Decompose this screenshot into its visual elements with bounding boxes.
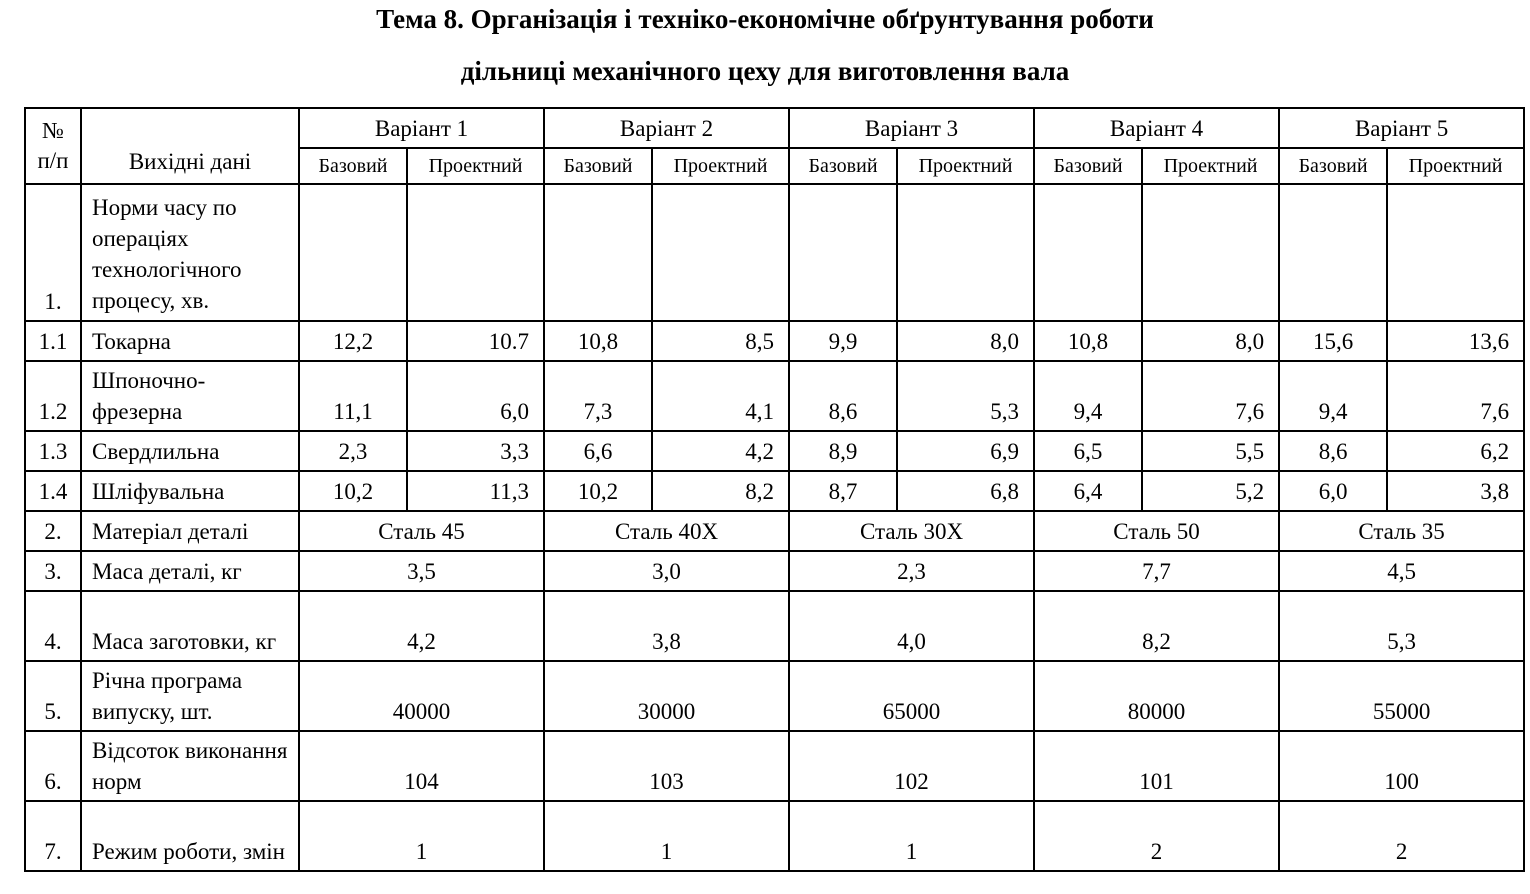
header-row-variants	[25, 108, 1524, 148]
base-value: 10,8	[544, 321, 652, 361]
variant-value: Сталь 30Х	[789, 511, 1034, 551]
norms-row	[25, 184, 1524, 321]
variant-header: Варіант 5	[1279, 108, 1524, 148]
row-number: 1.2	[25, 361, 81, 431]
variant-value: 7,7	[1034, 551, 1279, 591]
source-header: Вихідні дані	[81, 108, 299, 184]
variant-value: 100	[1279, 731, 1524, 801]
row-number: 7.	[25, 801, 81, 871]
base-header: Базовий	[1279, 148, 1387, 184]
row-number: 1.3	[25, 431, 81, 471]
operation-row	[25, 471, 1524, 511]
project-value: 6,9	[897, 431, 1034, 471]
base-value: 6,4	[1034, 471, 1142, 511]
base-value: 10,2	[544, 471, 652, 511]
variant-value: Сталь 35	[1279, 511, 1524, 551]
source-data-table	[24, 107, 1525, 872]
project-header: Проектний	[897, 148, 1034, 184]
num-header: № п/п	[25, 108, 81, 184]
project-value: 6,0	[407, 361, 544, 431]
variant-value: Сталь 50	[1034, 511, 1279, 551]
operation-row	[25, 431, 1524, 471]
row-number: 1.4	[25, 471, 81, 511]
base-value: 8,7	[789, 471, 897, 511]
data-row	[25, 801, 1524, 871]
base-value: 8,6	[1279, 431, 1387, 471]
base-header: Базовий	[789, 148, 897, 184]
project-value: 5,3	[897, 361, 1034, 431]
base-value: 6,6	[544, 431, 652, 471]
operation-row	[25, 321, 1524, 361]
base-value: 2,3	[299, 431, 407, 471]
data-row	[25, 731, 1524, 801]
variant-header: Варіант 2	[544, 108, 789, 148]
base-value: 8,9	[789, 431, 897, 471]
variant-value: 80000	[1034, 661, 1279, 731]
variant-value: Сталь 40Х	[544, 511, 789, 551]
row-number: 3.	[25, 551, 81, 591]
data-row	[25, 511, 1524, 551]
row-number: 6.	[25, 731, 81, 801]
base-header: Базовий	[544, 148, 652, 184]
row-label: Шліфувальна	[81, 471, 299, 511]
variant-value: 2	[1034, 801, 1279, 871]
variant-value: 4,2	[299, 591, 544, 661]
variant-value: 1	[789, 801, 1034, 871]
row-number: 2.	[25, 511, 81, 551]
base-value: 11,1	[299, 361, 407, 431]
project-header: Проектний	[1142, 148, 1279, 184]
variant-value: 30000	[544, 661, 789, 731]
base-value: 15,6	[1279, 321, 1387, 361]
variant-value: 103	[544, 731, 789, 801]
variant-value: 2	[1279, 801, 1524, 871]
project-value: 11,3	[407, 471, 544, 511]
variant-header: Варіант 4	[1034, 108, 1279, 148]
variant-value: Сталь 45	[299, 511, 544, 551]
data-row	[25, 661, 1524, 731]
project-value: 7,6	[1387, 361, 1524, 431]
data-row	[25, 551, 1524, 591]
project-value: 13,6	[1387, 321, 1524, 361]
variant-value: 55000	[1279, 661, 1524, 731]
project-value: 6,8	[897, 471, 1034, 511]
row-number: 1.	[25, 184, 81, 321]
variant-value: 104	[299, 731, 544, 801]
project-value: 5,2	[1142, 471, 1279, 511]
project-value: 5,5	[1142, 431, 1279, 471]
row-label: Матеріал деталі	[81, 511, 299, 551]
project-value: 7,6	[1142, 361, 1279, 431]
project-header: Проектний	[1387, 148, 1524, 184]
variant-value: 1	[544, 801, 789, 871]
row-label: Токарна	[81, 321, 299, 361]
base-value: 10,8	[1034, 321, 1142, 361]
variant-header: Варіант 3	[789, 108, 1034, 148]
base-header: Базовий	[299, 148, 407, 184]
project-value: 8,0	[1142, 321, 1279, 361]
variant-value: 1	[299, 801, 544, 871]
base-value: 6,5	[1034, 431, 1142, 471]
project-value: 10.7	[407, 321, 544, 361]
base-value: 9,4	[1034, 361, 1142, 431]
variant-header: Варіант 1	[299, 108, 544, 148]
variant-value: 40000	[299, 661, 544, 731]
operation-row	[25, 361, 1524, 431]
base-value: 8,6	[789, 361, 897, 431]
variant-value: 5,3	[1279, 591, 1524, 661]
base-value: 10,2	[299, 471, 407, 511]
project-header: Проектний	[652, 148, 789, 184]
base-value: 9,4	[1279, 361, 1387, 431]
project-value: 3,3	[407, 431, 544, 471]
variant-value: 4,0	[789, 591, 1034, 661]
project-value: 6,2	[1387, 431, 1524, 471]
variant-value: 3,0	[544, 551, 789, 591]
variant-value: 3,8	[544, 591, 789, 661]
variant-value: 102	[789, 731, 1034, 801]
row-label: Річна програма випуску, шт.	[81, 661, 299, 731]
row-label: Відсоток виконання норм	[81, 731, 299, 801]
row-label: Маса заготовки, кг	[81, 591, 299, 661]
row-label: Норми часу по операціях технологічного процесу, хв.	[81, 184, 299, 321]
row-number: 1.1	[25, 321, 81, 361]
row-number: 5.	[25, 661, 81, 731]
page-subtitle: дільниці механічного цеху для виготовлення вала	[460, 56, 1070, 86]
project-value: 4,2	[652, 431, 789, 471]
project-value: 8,0	[897, 321, 1034, 361]
variant-value: 65000	[789, 661, 1034, 731]
base-value: 12,2	[299, 321, 407, 361]
base-value: 6,0	[1279, 471, 1387, 511]
variant-value: 3,5	[299, 551, 544, 591]
base-value: 7,3	[544, 361, 652, 431]
data-row	[25, 591, 1524, 661]
project-value: 4,1	[652, 361, 789, 431]
project-value: 8,2	[652, 471, 789, 511]
project-header: Проектний	[407, 148, 544, 184]
variant-value: 2,3	[789, 551, 1034, 591]
row-number: 4.	[25, 591, 81, 661]
base-header: Базовий	[1034, 148, 1142, 184]
page-title: Тема 8. Організація і техніко-економічне обґрунтування роботи	[376, 4, 1154, 34]
project-value: 8,5	[652, 321, 789, 361]
base-value: 9,9	[789, 321, 897, 361]
row-label: Режим роботи, змін	[81, 801, 299, 871]
row-label: Маса деталі, кг	[81, 551, 299, 591]
variant-value: 101	[1034, 731, 1279, 801]
project-value: 3,8	[1387, 471, 1524, 511]
variant-value: 8,2	[1034, 591, 1279, 661]
row-label: Свердлильна	[81, 431, 299, 471]
row-label: Шпоночно-фрезерна	[81, 361, 299, 431]
variant-value: 4,5	[1279, 551, 1524, 591]
